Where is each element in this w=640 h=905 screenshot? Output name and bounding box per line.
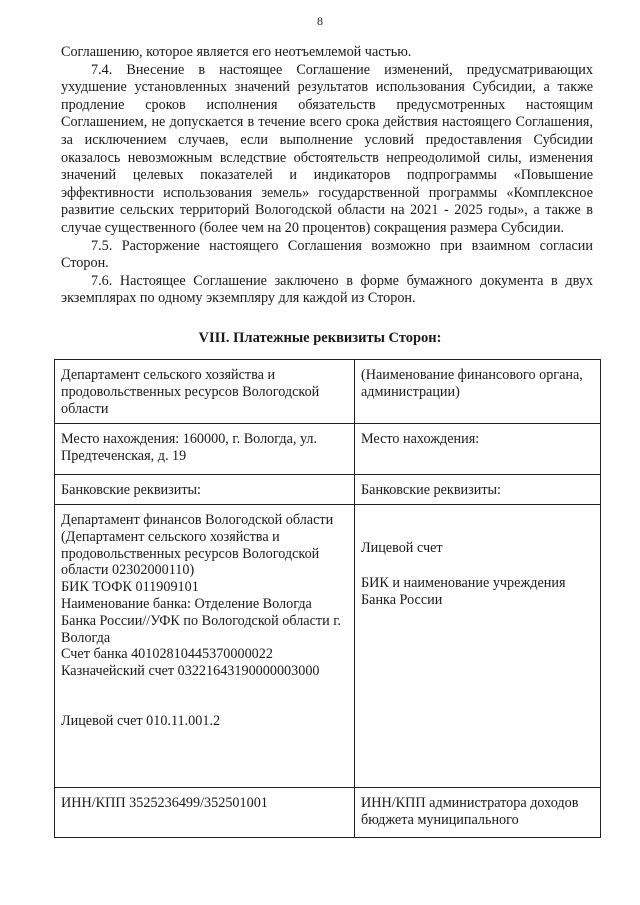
financial-body-name-cell: (Наименование финансового органа, администрации) [355,360,601,424]
municipality-bank-details-cell [355,505,601,788]
page-number: 8 [317,14,323,28]
table-row [55,788,601,838]
payment-requisites-table [54,359,601,838]
table-row [55,424,601,475]
paragraph-7-4: 7.4. Внесение в настоящее Соглашение изменений, предусматривающих ухудшение установленных значений результатов использования Субсидии, а также продление сроков исполнения обязательств предусмотренных настоящим Соглашением, не допускается в течение всего срока действия настоящего Соглашения, за исключением случаев, если выполнение условий предоставления Субсидии оказалось невозможным вследствие обстоятельств непреодолимой силы, изменения значений целевых показателей и индикаторов подпрограммы «Повышение эффективности использования земель» государственной программы «Комплексное развитие сельских территорий Вологодской области на 2021 - 2025 годы», а также в случае существенного (более чем на 20 процентов) сокращения размера Субсидии. [61,61,593,236]
personal-account: Лицевой счет 010.11.001.2 [61,712,221,729]
municipality-bank-details-label: Банковские реквизиты: [355,475,601,505]
bik-tofk: БИК ТОФК 011909101 [61,579,199,596]
municipality-address-cell: Место нахождения: [355,424,601,475]
agreement-body-text [61,44,593,308]
paragraph-7-5: 7.5. Расторжение настоящего Соглашения возможно при взаимном согласии Сторон. [61,237,593,272]
department-name-cell: Департамент сельского хозяйства и продовольственных ресурсов Вологодской области [55,360,355,424]
municipality-inn-kpp-cell: ИНН/КПП администратора доходов бюджета муниципального [355,788,601,838]
recipient-name: Департамент финансов Вологодской области (Департамент сельского хозяйства и продовольственных ресурсов Вологодской области 02302000110) [61,512,334,579]
municipality-bik: БИК и наименование учреждения Банка России [361,574,566,608]
department-inn-kpp-cell: ИНН/КПП 3525236499/352501001 [55,788,355,838]
department-bank-details-cell [55,505,355,788]
department-address-cell: Место нахождения: 160000, г. Вологда, ул. Предтеченская, д. 19 [55,424,355,475]
paragraph-7-6: 7.6. Настоящее Соглашение заключено в форме бумажного документа в двух экземплярах по одному экземпляру для каждой из Сторон. [61,272,593,307]
table-row [55,360,601,424]
bank-account: Счет банка 40102810445370000022 [61,646,273,663]
table-row [55,505,601,788]
section-title: VIII. Платежные реквизиты Сторон: [198,330,442,346]
department-bank-details-label: Банковские реквизиты: [55,475,355,505]
treasury-account: Казначейский счет 03221643190000003000 [61,663,320,680]
bank-name: Наименование банка: Отделение Вологда Банка России//УФК по Вологодской области г. Вологда [61,595,341,646]
paragraph-continuation: Соглашению, которое является его неотъемлемой частью. [61,44,412,60]
municipality-personal-account: Лицевой счет [361,540,443,556]
table-row [55,475,601,505]
